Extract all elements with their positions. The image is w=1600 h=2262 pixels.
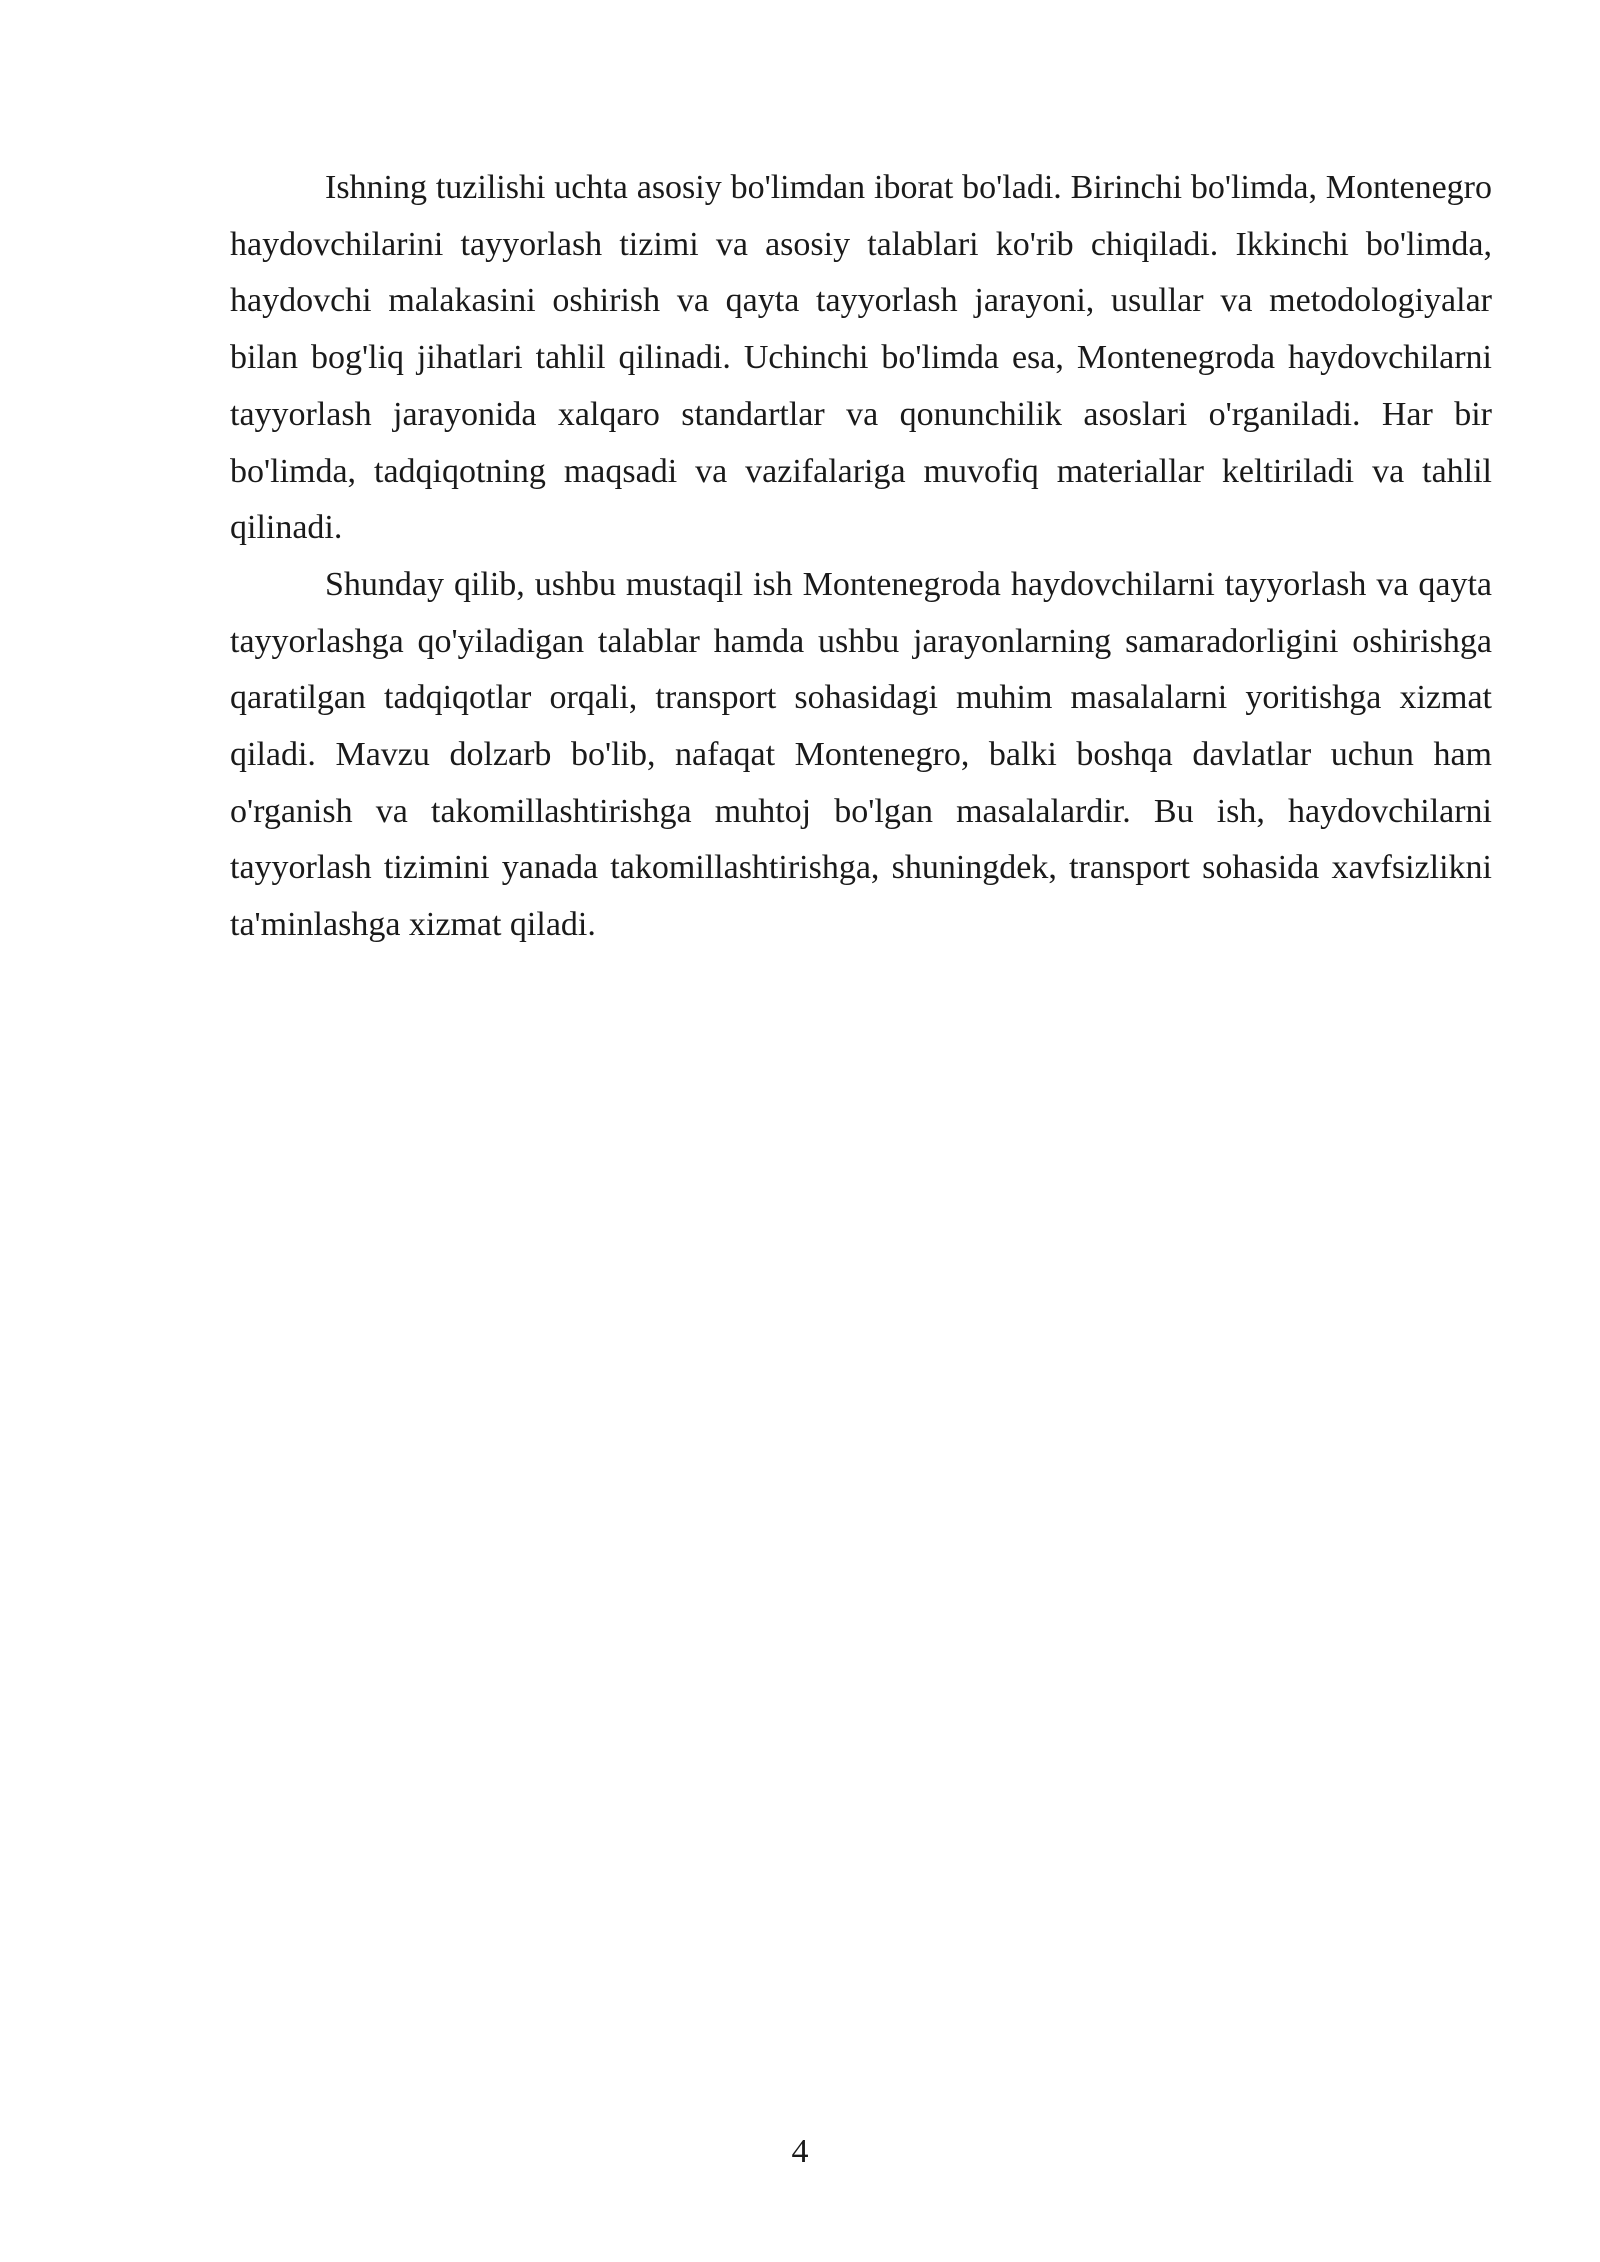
body-text [230, 160, 1492, 954]
page-number: 4 [791, 2133, 809, 2170]
paragraph-1: Ishning tuzilishi uchta asosiy bo'limdan iborat bo'ladi. Birinchi bo'limda, Montenegro haydovchilarini tayyorlash tizimi va asosiy talablari ko'rib chiqiladi. Ikkinchi bo'limda, haydovchi malakasini oshirish va qayta tayyorlash jarayoni, usullar va metodologiyalar bilan bog'liq jihatlari tahlil qilinadi. Uchinchi bo'limda esa, Montenegroda haydovchilarni tayyorlash jarayonida xalqaro standartlar va qonunchilik asoslari o'rganiladi. Har bir bo'limda, tadqiqotning maqsadi va vazifalariga muvofiq materiallar keltiriladi va tahlil qilinadi. [230, 169, 1492, 547]
paragraph-2: Shunday qilib, ushbu mustaqil ish Montenegroda haydovchilarni tayyorlash va qayta tayyorlashga qo'yiladigan talablar hamda ushbu jarayonlarning samaradorligini oshirishga qaratilgan tadqiqotlar orqali, transport sohasidagi muhim masalalarni yoritishga xizmat qiladi. Mavzu dolzarb bo'lib, nafaqat Montenegro, balki boshqa davlatlar uchun ham o'rganish va takomillashtirishga muhtoj bo'lgan masalalardir. Bu ish, haydovchilarni tayyorlash tizimini yanada takomillashtirishga, shuningdek, transport sohasida xavfsizlikni ta'minlashga xizmat qiladi. [230, 565, 1492, 944]
